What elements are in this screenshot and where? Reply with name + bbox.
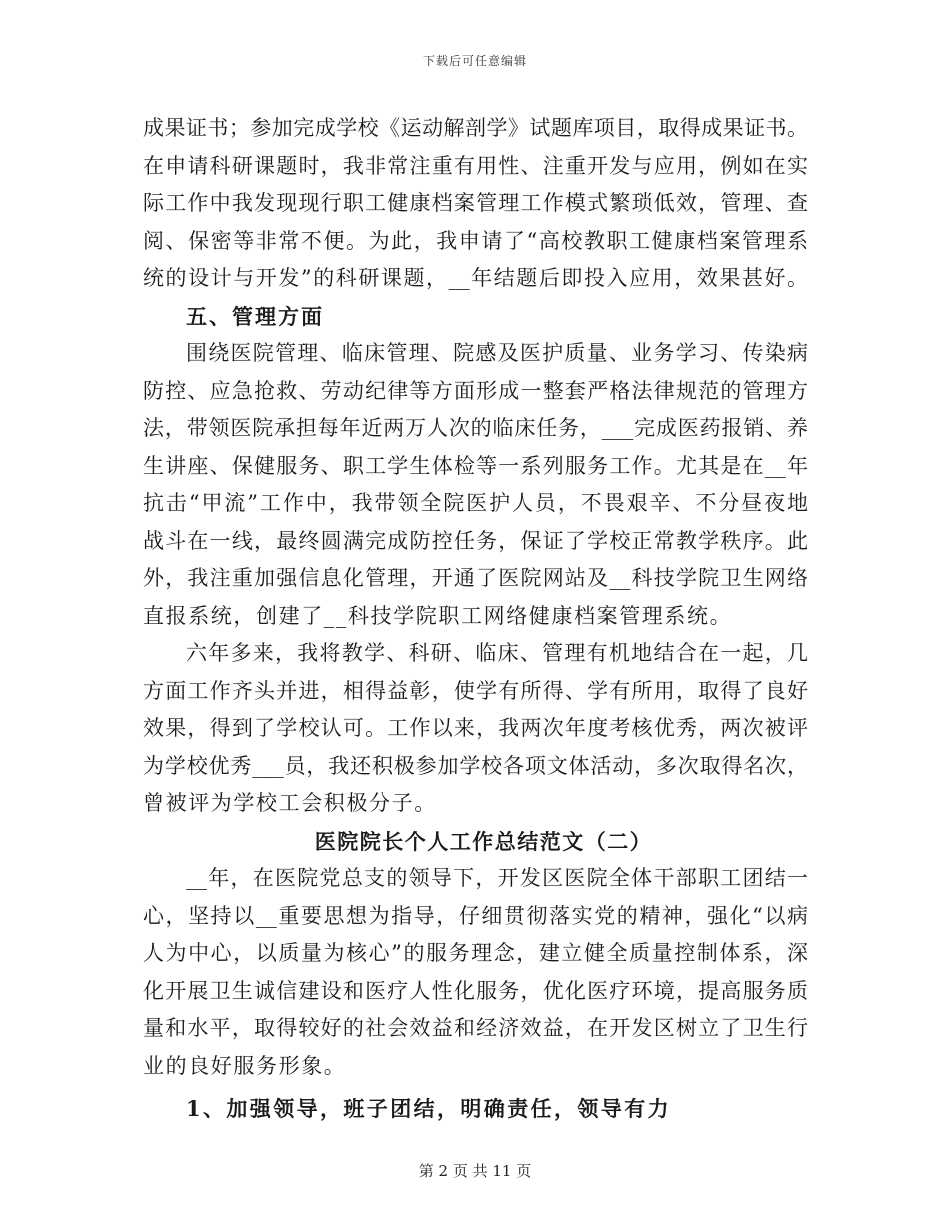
page-number: 第 2 页 共 11 页 [418, 1162, 532, 1180]
text-line: 业的良好服务形象。 [143, 1053, 347, 1078]
text-line: __年，在医院党总支的领导下，开发区医院全体干部职工团结一 [186, 866, 808, 890]
text-line: 际工作中我发现现行职工健康档案管理工作模式繁琐低效，管理、查 [143, 191, 808, 215]
text-line: 外，我注重加强信息化管理，开通了医院网站及__科技学院卫生网络 [143, 566, 808, 590]
text-line: 围绕医院管理、临床管理、院感及医护质量、业务学习、传染病 [186, 341, 808, 365]
paragraph-achievements [143, 110, 808, 298]
text-line: 防控、应急抢救、劳动纪律等方面形成一整套严格法律规范的管理方 [143, 378, 808, 403]
text-line: 心，坚持以__重要思想为指导，仔细贯彻落实党的精神，强化“以病 [143, 903, 808, 928]
article-title: 医院院长个人工作总结范文（二） [314, 828, 653, 854]
paragraph-summary [143, 635, 808, 823]
text-line: 法，带领医院承担每年近两万人次的临床任务，___完成医药报销、养 [143, 416, 808, 440]
text-line: 六年多来，我将教学、科研、临床、管理有机地结合在一起，几 [186, 641, 808, 665]
text-line: 成果证书；参加完成学校《运动解剖学》试题库项目，取得成果证书。 [143, 116, 808, 140]
section-heading-management: 五、管理方面 [186, 303, 324, 329]
paragraph-management [143, 335, 808, 635]
text-line: 直报系统，创建了__科技学院职工网络健康档案管理系统。 [143, 603, 733, 628]
section-heading-leadership: 1、加强领导，班子团结，明确责任，领导有力 [186, 1096, 672, 1121]
text-line: 阅、保密等非常不便。为此，我申请了“高校教职工健康档案管理系 [143, 228, 808, 253]
text-line: 抗击“甲流”工作中，我带领全院医护人员，不畏艰辛、不分昼夜地 [143, 491, 808, 515]
text-line: 在申请科研课题时，我非常注重有用性、注重开发与应用，例如在实 [143, 153, 808, 178]
text-line: 量和水平，取得较好的社会效益和经济效益，在开发区树立了卫生行 [143, 1016, 808, 1040]
text-line: 统的设计与开发”的科研课题，__年结题后即投入应用，效果甚好。 [143, 266, 808, 290]
text-line: 曾被评为学校工会积极分子。 [143, 791, 437, 815]
text-line: 效果，得到了学校认可。工作以来，我两次年度考核优秀，两次被评 [143, 716, 808, 740]
text-line: 化开展卫生诚信建设和医疗人性化服务，优化医疗环境，提高服务质 [143, 978, 808, 1003]
text-line: 生讲座、保健服务、职工学生体检等一系列服务工作。尤其是在__年 [143, 453, 808, 478]
text-line: 方面工作齐头并进，相得益彰，使学有所得、学有所用，取得了良好 [143, 678, 808, 703]
paragraph-hospital [143, 860, 808, 1085]
page-header: 下载后可任意编辑 [422, 54, 527, 68]
text-line: 人为中心，以质量为核心”的服务理念，建立健全质量控制体系，深 [143, 941, 808, 965]
document-body [143, 110, 808, 1128]
text-line: 战斗在一线，最终圆满完成防控任务，保证了学校正常教学秩序。此 [143, 528, 808, 553]
text-line: 为学校优秀___员，我还积极参加学校各项文体活动，多次取得名次， [143, 753, 808, 778]
